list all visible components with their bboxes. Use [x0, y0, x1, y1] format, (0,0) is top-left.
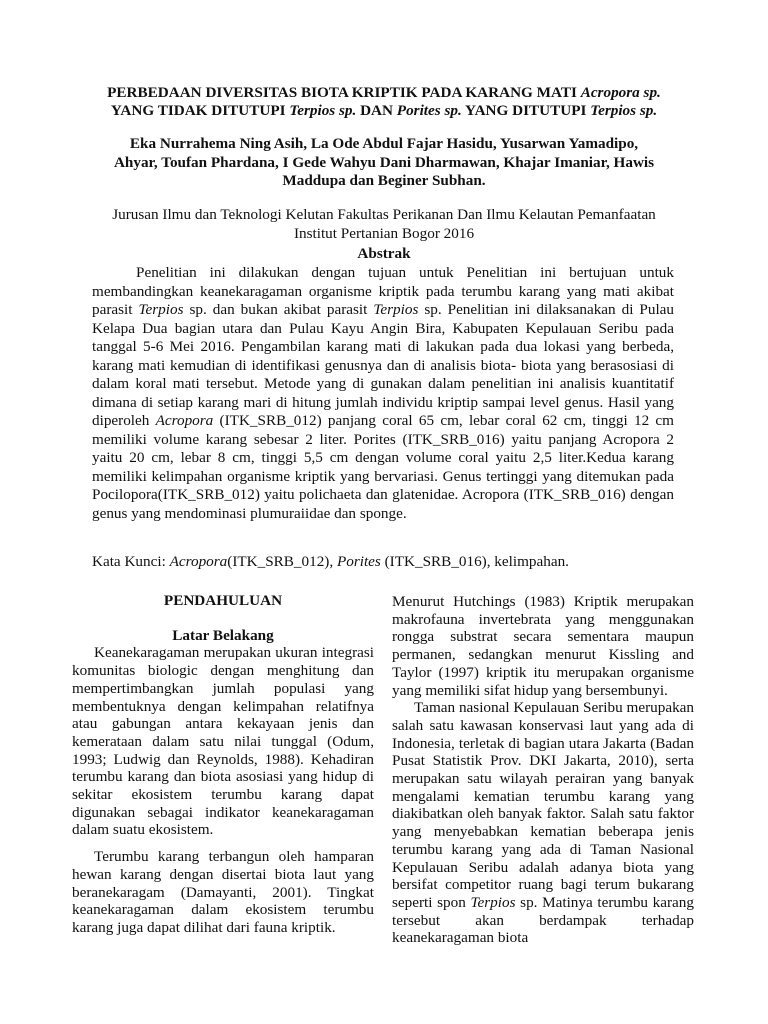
affiliation-line-1: Jurusan Ilmu dan Teknologi Kelutan Fakultas Perikanan Dan Ilmu Kelautan Pemanfaatan: [112, 206, 656, 223]
abstract-terpios-2: Terpios: [373, 301, 419, 318]
author-line-3: Maddupa dan Beginer Subhan.: [282, 172, 486, 189]
left-column: [72, 592, 374, 937]
paragraph-taman-nasional-text-a: Taman nasional Kepulauan Seribu merupakan salah satu kawasan konservasi laut yang ada di Indonesia, terletak di bagian utara Jakarta (Badan Pusat Statistik Prov. DKI Jakarta, 2010), serta merupakan satu wilayah perairan yang banyak mengalami kematian terumbu karang yang diakibatkan oleh banyak faktor. Salah satu faktor yang menyebabkan kematian beberapa jenis terumbu karang yang ada di Taman Nasional Kepulauan Seribu adalah adanya biota yang bersifat competitor ruang bagi terum bukarang seperti spon: [392, 699, 694, 911]
title-genus-terpios-1: Terpios sp.: [289, 102, 357, 119]
keyword-acropora: Acropora: [169, 553, 228, 570]
paragraph-terumbu-karang: Terumbu karang terbangun oleh hamparan hewan karang dengan disertai biota laut yang beranekaragam (Damayanti, 2001). Tingkat keanekaragaman dalam ekosistem terumbu karang juga dapat dilihat dari fauna kriptik.: [72, 848, 374, 936]
keyword-porites: Porites: [336, 553, 381, 570]
keyword-code-1: (ITK_SRB_012),: [227, 553, 337, 570]
paragraph-taman-nasional-text-b: sp. Matinya terumbu karang tersebut akan berdampak terhadap keanekaragaman biota: [392, 893, 694, 947]
title-conjunction: DAN: [356, 102, 397, 119]
title-line-2-text: YANG TIDAK DITUTUPI: [110, 102, 290, 119]
keyword-rest: (ITK_SRB_016), kelimpahan.: [380, 553, 569, 570]
section-heading-pendahuluan: PENDAHULUAN: [163, 592, 283, 609]
paragraph-kriptik: Menurut Hutchings (1983) Kriptik merupakan makrofauna invertebrata yang menggunakan rongga substrat secara sementara maupun permanen, sedangkan menurut Kissling and Taylor (1997) kriptik itu merupakan organisme yang memiliki sifat hidup yang bersembunyi.: [392, 593, 694, 699]
title-genus-porites: Porites sp.: [396, 102, 462, 119]
keywords: [92, 553, 692, 571]
abstract-heading: Abstrak: [357, 245, 411, 262]
keywords-label: Kata Kunci:: [92, 553, 170, 570]
author-line-2: Ahyar, Toufan Phardana, I Gede Wahyu Dani Dharmawan, Khajar Imaniar, Hawis: [113, 153, 655, 171]
title-line-1-text: PERBEDAAN DIVERSITAS BIOTA KRIPTIK PADA KARANG MATI: [107, 84, 581, 101]
abstract-text-1: Penelitian ini dilakukan dengan tujuan untuk Penelitian ini bertujuan untuk membandingkan keanekaragaman organisme kriptik pada terumbu karang yang mati akibat parasit: [92, 264, 674, 318]
abstract-text-4: (ITK_SRB_012) panjang coral 65 cm, lebar coral 62 cm, tinggi 12 cm memiliki volume karang sebesar 2 liter. Porites (ITK_SRB_016) yaitu panjang Acropora 2 yaitu 20 cm, lebar 8 cm, tinggi 5,5 cm dengan volume coral yaitu 2,5 liter.Kedua karang memiliki kelimpahan organisme kriptik yang bervariasi. Genus tertinggi yang ditemukan pada Pocilopora(ITK_SRB_012) yaitu polichaeta dan glatenidae. Acropora (ITK_SRB_016) dengan genus yang mendominasi plumuraiidae dan sponge.: [92, 412, 674, 522]
author-line-1: Eka Nurrahema Ning Asih, La Ode Abdul Fajar Hasidu, Yusarwan Yamadipo,: [129, 135, 639, 152]
paragraph-keanekaragaman: Keanekaragaman merupakan ukuran integrasi komunitas biologic dengan menghitung dan mempertimbangkan jumlah populasi yang membentuknya dengan kelimpahan relatifnya atau gabungan antara kekayaan jenis dan kemerataan dalam satu nilai tunggal (Odum, 1993; Ludwig dan Reynolds, 1988). Kehadiran terumbu karang dan biota asosiasi yang hidup di sekitar ekosistem terumbu karang dapat digunakan sebagai indikator keanekaragaman dalam suatu ekosistem.: [72, 644, 374, 839]
abstract-text-3: sp. Penelitian ini dilaksanakan di Pulau Kelapa Dua bagian utara dan Pulau Kayu Angin Bira, Kabupaten Kepulauan Seribu pada tanggal 5-6 Mei 2016. Pengambilan karang mati di lakukan pada dua lokasi yang berbeda, karang mati kemudian di identifikasi genusnya dan di analisis biota- biota yang berasosiasi di dalam koral mati tersebut. Metode yang di gunakan dalam penelitian ini analisis kuantitatif dimana di setiap karang mari di hitung jumlah individu kriptip sampai level genus. Hasil yang diperoleh: [92, 301, 675, 429]
abstract-acropora: Acropora: [155, 412, 214, 429]
affiliation-line-2: Institut Pertanian Bogor 2016: [293, 225, 475, 242]
paper-title: [80, 84, 688, 120]
abstract-terpios-1: Terpios: [138, 301, 184, 318]
title-line-2-text-b: YANG DITUTUPI: [461, 102, 591, 119]
abstract-text-2: sp. dan bukan akibat parasit: [183, 301, 374, 318]
right-terpios: Terpios: [470, 893, 516, 911]
right-column: [392, 593, 694, 947]
title-genus-acropora: Acropora sp.: [580, 84, 661, 101]
author-list: [80, 135, 688, 191]
subsection-heading-latar-belakang: Latar Belakang: [172, 626, 274, 644]
paragraph-taman-nasional: [392, 699, 694, 947]
affiliation: [80, 205, 688, 243]
abstract-body: [92, 264, 674, 523]
title-genus-terpios-2: Terpios sp.: [590, 102, 658, 119]
